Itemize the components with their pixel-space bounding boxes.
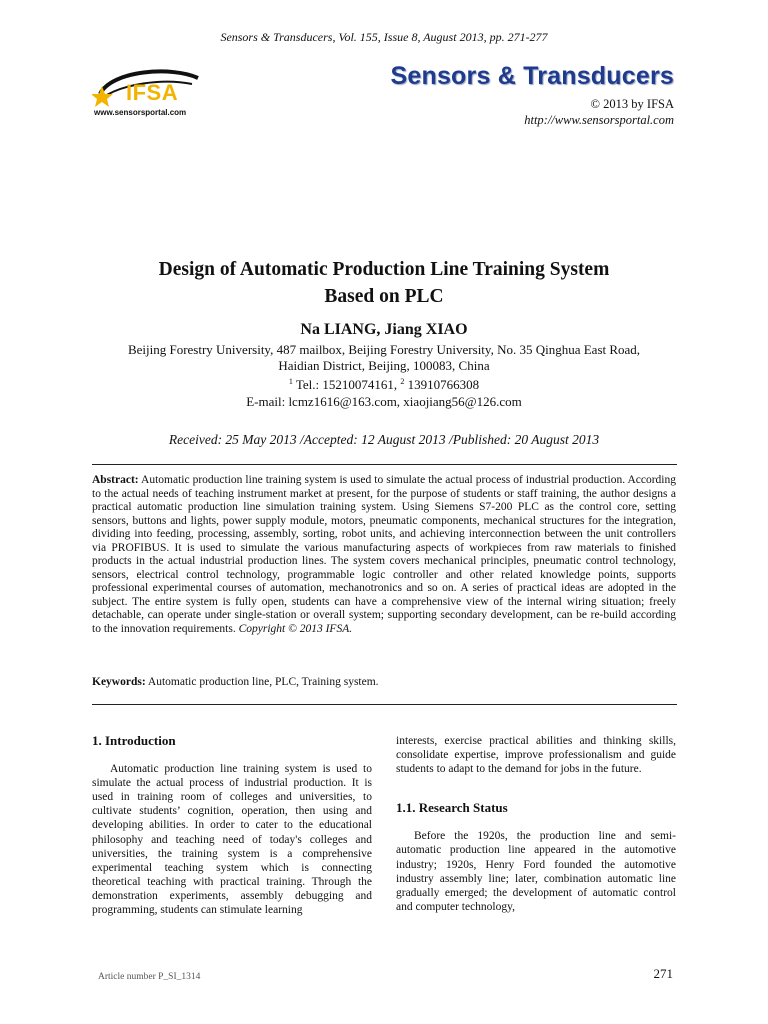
- abstract-copyright: Copyright © 2013 IFSA.: [238, 622, 353, 635]
- research-status-heading: 1.1. Research Status: [396, 800, 508, 816]
- article-number: Article number P_SI_1314: [98, 972, 201, 982]
- title-line-1: Design of Automatic Production Line Training System: [158, 259, 610, 280]
- abstract-text: Automatic production line training system is used to simulate the actual process of industrial production. According to the actual needs of teaching instrument market at present, for the purpose of students or staff training, the author designs a practical automatic production line simulation training system. Using Siemens S7-200 PLC as the control core, setting sensors, buttons and lights, power supply module, motors, pneumatic components, mechanical structures for the integration, dividing into feeding, processing, assembly, sorting, robot units, and achieving interconnection between the unit controllers via PROFIBUS. It is used to simulate the various manufacturing aspects of workpieces from raw materials to finished products in the actual industrial production lines. The system covers mechanical principles, pneumatic control technology, sensors, electrical control technology, programmable logic controller and other related knowledge points, supports professional experimental courses of automation, mechanotronics and so on. A series of practical ideas are adopted in the subject. The entire system is fully open, students can have a comprehensive view of the internal wiring situation; freely detachable, can operate under single-station or overall system; supporting secondary development, can be re-build according to the innovation requirements.: [92, 474, 676, 635]
- journal-citation: Sensors & Transducers, Vol. 155, Issue 8, August 2013, pp. 271-277: [220, 30, 548, 44]
- publication-dates: Received: 25 May 2013 /Accepted: 12 August 2013 /Published: 20 August 2013: [168, 432, 600, 447]
- ifsa-logo: [92, 64, 204, 122]
- keywords-text: Automatic production line, PLC, Training system.: [145, 676, 379, 688]
- tel-text-2: 13910766308: [404, 377, 480, 393]
- left-column: [92, 734, 372, 917]
- affiliation-line-1: Beijing Forestry University, 487 mailbox, Beijing Forestry University, No. 35 Qinghua East Road,: [127, 342, 641, 357]
- paper-title: [0, 256, 768, 310]
- abstract: [92, 474, 676, 636]
- tel-sup-1: 1: [288, 377, 293, 387]
- affiliation-block: [0, 342, 768, 410]
- journal-brand: Sensors & Transducers: [390, 62, 674, 90]
- keywords-label: Keywords:: [92, 676, 146, 688]
- page-number: 271: [653, 966, 673, 981]
- journal-url[interactable]: http://www.sensorsportal.com: [524, 113, 674, 127]
- logo-url: www.sensorsportal.com: [94, 108, 187, 117]
- telephone: [0, 374, 768, 393]
- top-divider: [92, 464, 677, 465]
- right-column: [396, 734, 676, 914]
- intro-heading: 1. Introduction: [92, 733, 176, 748]
- abstract-label: Abstract:: [92, 474, 139, 486]
- research-status-paragraph: Before the 1920s, the production line and semi-automatic production line appeared in the automotive industry; 1920s, Henry Ford founded the automotive industry assembly line; later, combination automatic line gradually emerged; the development of automatic control and computer technology,: [396, 830, 676, 913]
- tel-sup-2: 2: [400, 377, 405, 387]
- email: E-mail: lcmz1616@163.com, xiaojiang56@126.com: [246, 393, 522, 409]
- right-paragraph-1: interests, exercise practical abilities and thinking skills, consolidate expertise, improve professionalism and guide students to adapt to the demand for jobs in the future.: [396, 735, 676, 776]
- bottom-divider: [92, 704, 677, 705]
- title-line-2: Based on PLC: [324, 286, 444, 307]
- logo-text: IFSA: [126, 80, 179, 105]
- copyright: © 2013 by IFSA: [590, 97, 674, 111]
- authors: Na LIANG, Jiang XIAO: [300, 321, 468, 338]
- keywords: [92, 676, 676, 688]
- tel-text-1: Tel.: 15210074161,: [292, 377, 401, 393]
- intro-paragraph: Automatic production line training system is used to simulate the actual process of industrial production. It is used in training room of colleges and universities, to cultivate students’ cognition, operation, then using and developing abilities. In order to cater to the educational philosophy and teaching need of today's colleges and universities, the training system is a comprehensive experimental teaching system which is connecting theoretical teaching with practical training. Through the demonstration experiments, assembly debugging and programming, students can stimulate learning: [92, 763, 372, 917]
- affiliation-line-2: Haidian District, Beijing, 100083, China: [278, 358, 490, 374]
